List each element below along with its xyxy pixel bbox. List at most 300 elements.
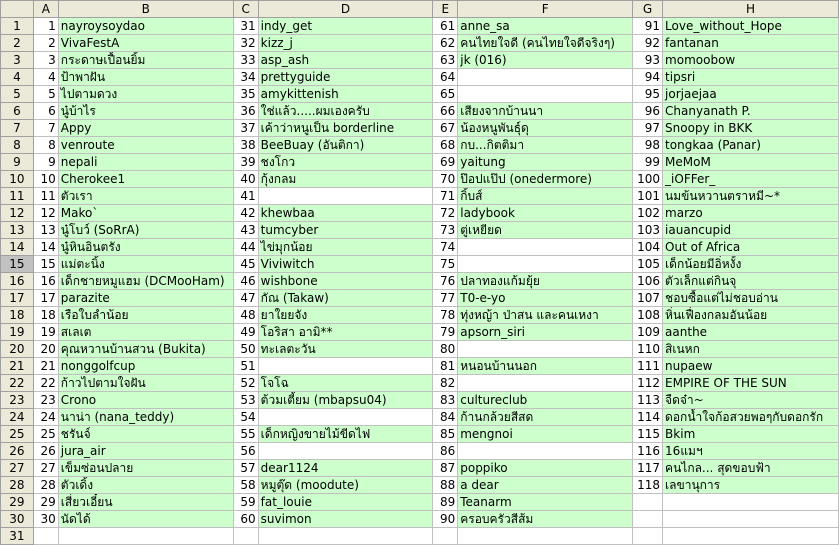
name-cell[interactable]: ladybook [458,205,633,222]
name-cell[interactable]: ทะเลตะวัน [258,341,433,358]
number-cell[interactable]: 105 [633,256,663,273]
name-cell[interactable]: ตู่เหยียด [458,222,633,239]
name-cell[interactable]: T0-e-yo [458,290,633,307]
name-cell[interactable]: marzo [663,205,839,222]
name-cell[interactable] [458,69,633,86]
column-header-g[interactable]: G [633,1,663,18]
row-header[interactable]: 22 [1,375,34,392]
number-cell[interactable]: 12 [33,205,58,222]
column-header-f[interactable]: F [458,1,633,18]
name-cell[interactable]: nupaew [663,358,839,375]
number-cell[interactable]: 111 [633,358,663,375]
number-cell[interactable]: 29 [33,494,58,511]
name-cell[interactable]: EMPIRE OF THE SUN [663,375,839,392]
number-cell[interactable]: 76 [433,273,458,290]
name-cell[interactable]: venroute [58,137,233,154]
name-cell[interactable]: kizz_j [258,35,433,52]
row-header[interactable]: 13 [1,222,34,239]
number-cell[interactable] [633,511,663,528]
number-cell[interactable]: 87 [433,460,458,477]
table-row [1,358,839,375]
name-cell[interactable]: Mako` [58,205,233,222]
number-cell[interactable]: 2 [33,35,58,52]
number-cell[interactable]: 97 [633,120,663,137]
number-cell[interactable]: 77 [433,290,458,307]
name-cell[interactable]: suvimon [258,511,433,528]
name-cell[interactable] [58,528,233,545]
name-cell[interactable]: เด็กหญิงขายไม้ขีดไฟ [258,426,433,443]
name-cell[interactable]: ไข่มุกน้อย [258,239,433,256]
name-cell[interactable]: indy_get [258,18,433,35]
number-cell[interactable]: 59 [233,494,258,511]
name-cell[interactable] [458,375,633,392]
table-row [1,375,839,392]
number-cell[interactable]: 13 [33,222,58,239]
name-cell[interactable]: คุณหวานบ้านสวน (Bukita) [58,341,233,358]
number-cell[interactable]: 40 [233,171,258,188]
number-cell[interactable]: 92 [633,35,663,52]
number-cell[interactable]: 15 [33,256,58,273]
row-header[interactable]: 27 [1,460,34,477]
name-cell[interactable]: เด็กน้อยมีอิ่หงั้ง [663,256,839,273]
name-cell[interactable] [458,528,633,545]
number-cell[interactable]: 115 [633,426,663,443]
number-cell[interactable]: 94 [633,69,663,86]
grid-body [1,18,839,545]
name-cell[interactable]: apsorn_siri [458,324,633,341]
row-header[interactable]: 29 [1,494,34,511]
number-cell[interactable]: 102 [633,205,663,222]
number-cell[interactable]: 31 [233,18,258,35]
name-cell[interactable]: BeeBuay (อันติกา) [258,137,433,154]
name-cell[interactable] [258,528,433,545]
number-cell[interactable]: 72 [433,205,458,222]
column-header-row [1,1,839,18]
name-cell[interactable]: parazite [58,290,233,307]
row-header[interactable]: 5 [1,86,34,103]
number-cell[interactable]: 23 [33,392,58,409]
number-cell[interactable]: 5 [33,86,58,103]
name-cell[interactable]: mengnoi [458,426,633,443]
row-header[interactable]: 14 [1,239,34,256]
name-cell[interactable]: 16แมฯ [663,443,839,460]
name-cell[interactable]: ป๊อปแป๊ป (onedermore) [458,171,633,188]
number-cell[interactable]: 30 [33,511,58,528]
name-cell[interactable]: เสี่ยวเอี๋ยน [58,494,233,511]
row-header[interactable]: 3 [1,52,34,69]
name-cell[interactable]: นมข้นหวานตราหมี~* [663,188,839,205]
number-cell[interactable]: 80 [433,341,458,358]
number-cell[interactable]: 71 [433,188,458,205]
name-cell[interactable]: iauancupid [663,222,839,239]
number-cell[interactable]: 48 [233,307,258,324]
table-row [1,103,839,120]
name-cell[interactable]: dear1124 [258,460,433,477]
number-cell[interactable]: 49 [233,324,258,341]
name-cell[interactable]: Viviwitch [258,256,433,273]
column-header-d[interactable]: D [258,1,433,18]
name-cell[interactable] [458,239,633,256]
number-cell[interactable]: 28 [33,477,58,494]
row-header[interactable]: 8 [1,137,34,154]
table-row [1,494,839,511]
name-cell[interactable]: poppiko [458,460,633,477]
number-cell[interactable]: 39 [233,154,258,171]
number-cell[interactable]: 110 [633,341,663,358]
number-cell[interactable]: 20 [33,341,58,358]
name-cell[interactable]: โอริสา อามิ** [258,324,433,341]
number-cell[interactable]: 66 [433,103,458,120]
name-cell[interactable]: khewbaa [258,205,433,222]
number-cell[interactable]: 62 [433,35,458,52]
name-cell[interactable] [663,511,839,528]
row-header[interactable]: 4 [1,69,34,86]
name-cell[interactable]: ไปตามดวง [58,86,233,103]
number-cell[interactable]: 91 [633,18,663,35]
name-cell[interactable]: nepali [58,154,233,171]
number-cell[interactable]: 46 [233,273,258,290]
name-cell[interactable]: นู๋หินอินตรัง [58,239,233,256]
table-row [1,256,839,273]
name-cell[interactable]: ดอกน้ำใจก้อสวยพอๆกับดอกรัก [663,409,839,426]
name-cell[interactable]: asp_ash [258,52,433,69]
name-cell[interactable]: น้องหนูพันธุ์ดุ [458,120,633,137]
number-cell[interactable]: 73 [433,222,458,239]
number-cell[interactable]: 69 [433,154,458,171]
name-cell[interactable]: ตัวเรา [58,188,233,205]
number-cell[interactable]: 60 [233,511,258,528]
number-cell[interactable]: 50 [233,341,258,358]
number-cell[interactable]: 100 [633,171,663,188]
number-cell[interactable]: 11 [33,188,58,205]
name-cell[interactable]: Out of Africa [663,239,839,256]
name-cell[interactable]: เรือใบลำน้อย [58,307,233,324]
row-header[interactable]: 20 [1,341,34,358]
number-cell[interactable]: 86 [433,443,458,460]
select-all-corner[interactable] [1,1,34,18]
number-cell[interactable]: 96 [633,103,663,120]
number-cell[interactable]: 25 [33,426,58,443]
number-cell[interactable]: 82 [433,375,458,392]
name-cell[interactable]: กบ...กิตติมา [458,137,633,154]
number-cell[interactable]: 16 [33,273,58,290]
name-cell[interactable]: นาน่า (nana_teddy) [58,409,233,426]
name-cell[interactable] [258,443,433,460]
number-cell[interactable]: 54 [233,409,258,426]
row-header[interactable]: 24 [1,409,34,426]
row-header[interactable]: 26 [1,443,34,460]
row-header[interactable]: 12 [1,205,34,222]
name-cell[interactable]: ทุ่งหญ้า ป่าสน และคนเหงา [458,307,633,324]
row-header[interactable]: 2 [1,35,34,52]
name-cell[interactable]: สเลเต [58,324,233,341]
number-cell[interactable]: 106 [633,273,663,290]
number-cell[interactable]: 81 [433,358,458,375]
number-cell[interactable]: 4 [33,69,58,86]
number-cell[interactable]: 93 [633,52,663,69]
name-cell[interactable]: คนไกล... สุดขอบฟ้า [663,460,839,477]
number-cell[interactable]: 75 [433,256,458,273]
name-cell[interactable]: momoobow [663,52,839,69]
column-header-b[interactable]: B [58,1,233,18]
name-cell[interactable]: aanthe [663,324,839,341]
number-cell[interactable]: 14 [33,239,58,256]
number-cell[interactable]: 44 [233,239,258,256]
row-header[interactable]: 31 [1,528,34,545]
row-header[interactable]: 6 [1,103,34,120]
number-cell[interactable]: 41 [233,188,258,205]
number-cell[interactable]: 101 [633,188,663,205]
number-cell[interactable]: 65 [433,86,458,103]
number-cell[interactable]: 19 [33,324,58,341]
name-cell[interactable]: เด็กชายหมูแฮม (DCMooHam) [58,273,233,290]
name-cell[interactable]: VivaFestA [58,35,233,52]
number-cell[interactable]: 95 [633,86,663,103]
row-header[interactable]: 28 [1,477,34,494]
name-cell[interactable] [458,86,633,103]
name-cell[interactable]: anne_sa [458,18,633,35]
name-cell[interactable]: หิ่นเฟื่องกลมอันน้อย [663,307,839,324]
name-cell[interactable] [663,528,839,545]
number-cell[interactable]: 88 [433,477,458,494]
number-cell[interactable]: 99 [633,154,663,171]
name-cell[interactable]: เลขานุการ [663,477,839,494]
number-cell[interactable]: 47 [233,290,258,307]
name-cell[interactable]: Chanyanath P. [663,103,839,120]
number-cell[interactable] [633,494,663,511]
name-cell[interactable]: เสียงจากบ้านนา [458,103,633,120]
number-cell[interactable]: 7 [33,120,58,137]
number-cell[interactable]: 51 [233,358,258,375]
number-cell[interactable]: 56 [233,443,258,460]
name-cell[interactable]: ใช่แล้ว.....ผมเองครับ [258,103,433,120]
number-cell[interactable]: 35 [233,86,258,103]
number-cell[interactable]: 21 [33,358,58,375]
number-cell[interactable]: 108 [633,307,663,324]
name-cell[interactable]: nayroysoydao [58,18,233,35]
number-cell[interactable]: 18 [33,307,58,324]
number-cell[interactable]: 38 [233,137,258,154]
name-cell[interactable]: กัณ (Takaw) [258,290,433,307]
row-header[interactable]: 19 [1,324,34,341]
number-cell[interactable]: 90 [433,511,458,528]
number-cell[interactable]: 1 [33,18,58,35]
name-cell[interactable] [258,358,433,375]
row-header[interactable]: 25 [1,426,34,443]
name-cell[interactable] [258,188,433,205]
name-cell[interactable]: ตัวเดิ้ง [58,477,233,494]
number-cell[interactable]: 67 [433,120,458,137]
number-cell[interactable]: 57 [233,460,258,477]
number-cell[interactable]: 114 [633,409,663,426]
number-cell[interactable] [33,528,58,545]
row-header[interactable]: 23 [1,392,34,409]
number-cell[interactable]: 74 [433,239,458,256]
name-cell[interactable]: หนอนบ้านนอก [458,358,633,375]
row-header[interactable]: 11 [1,188,34,205]
table-row [1,426,839,443]
row-header[interactable]: 17 [1,290,34,307]
number-cell[interactable]: 61 [433,18,458,35]
name-cell[interactable] [258,409,433,426]
number-cell[interactable]: 70 [433,171,458,188]
name-cell[interactable]: tipsri [663,69,839,86]
row-header[interactable]: 7 [1,120,34,137]
name-cell[interactable]: Teanarm [458,494,633,511]
number-cell[interactable]: 118 [633,477,663,494]
number-cell[interactable]: 10 [33,171,58,188]
number-cell[interactable]: 109 [633,324,663,341]
name-cell[interactable]: ก้านกล้วยสีสด [458,409,633,426]
name-cell[interactable]: nonggolfcup [58,358,233,375]
name-cell[interactable]: jk (016) [458,52,633,69]
name-cell[interactable]: jura_air [58,443,233,460]
number-cell[interactable]: 24 [33,409,58,426]
number-cell[interactable]: 63 [433,52,458,69]
name-cell[interactable]: fat_louie [258,494,433,511]
name-cell[interactable]: ชอบซื้อแต่ไม่ชอบอ่าน [663,290,839,307]
number-cell[interactable]: 32 [233,35,258,52]
name-cell[interactable]: ก้าวไปตามใจฝัน [58,375,233,392]
name-cell[interactable] [663,494,839,511]
name-cell[interactable]: ชรันจ์ [58,426,233,443]
name-cell[interactable] [458,256,633,273]
number-cell[interactable]: 104 [633,239,663,256]
number-cell[interactable]: 8 [33,137,58,154]
name-cell[interactable]: ชงโกว [258,154,433,171]
name-cell[interactable]: จืดจ๋า~ [663,392,839,409]
table-row [1,18,839,35]
name-cell[interactable]: tumcyber [258,222,433,239]
name-cell[interactable]: Appy [58,120,233,137]
number-cell[interactable]: 37 [233,120,258,137]
name-cell[interactable]: Bkim [663,426,839,443]
number-cell[interactable]: 89 [433,494,458,511]
name-cell[interactable]: cultureclub [458,392,633,409]
number-cell[interactable]: 42 [233,205,258,222]
number-cell[interactable]: 78 [433,307,458,324]
row-header[interactable]: 15 [1,256,34,273]
name-cell[interactable]: ปลาทองแก้มยุ้ย [458,273,633,290]
name-cell[interactable] [458,443,633,460]
number-cell[interactable]: 36 [233,103,258,120]
name-cell[interactable]: โจโฉ [258,375,433,392]
row-header[interactable]: 16 [1,273,34,290]
name-cell[interactable]: amykittenish [258,86,433,103]
number-cell[interactable]: 55 [233,426,258,443]
row-header[interactable]: 10 [1,171,34,188]
column-header-a[interactable]: A [33,1,58,18]
number-cell[interactable]: 79 [433,324,458,341]
name-cell[interactable]: คนไทยใจดี (คนไทยใจดีจริงๆ) [458,35,633,52]
name-cell[interactable]: นู๋โบว์ (SoRrA) [58,222,233,239]
number-cell[interactable]: 26 [33,443,58,460]
name-cell[interactable]: jorjaejaa [663,86,839,103]
row-header[interactable]: 18 [1,307,34,324]
name-cell[interactable]: tongkaa (Panar) [663,137,839,154]
name-cell[interactable]: Cherokee1 [58,171,233,188]
name-cell[interactable]: wishbone [258,273,433,290]
name-cell[interactable]: _iOFFer_ [663,171,839,188]
row-header[interactable]: 21 [1,358,34,375]
name-cell[interactable] [458,341,633,358]
number-cell[interactable]: 85 [433,426,458,443]
column-header-h[interactable]: H [663,1,839,18]
number-cell[interactable]: 116 [633,443,663,460]
name-cell[interactable]: กิ้บส์ [458,188,633,205]
name-cell[interactable]: กระดาษเปื้อนยิ้ม [58,52,233,69]
number-cell[interactable]: 83 [433,392,458,409]
row-header[interactable]: 1 [1,18,34,35]
number-cell[interactable]: 113 [633,392,663,409]
row-header[interactable]: 30 [1,511,34,528]
number-cell[interactable]: 68 [433,137,458,154]
number-cell[interactable]: 17 [33,290,58,307]
number-cell[interactable]: 53 [233,392,258,409]
row-header[interactable]: 9 [1,154,34,171]
name-cell[interactable]: Love_without_Hope [663,18,839,35]
number-cell[interactable] [633,528,663,545]
number-cell[interactable] [433,528,458,545]
name-cell[interactable]: เข็มซ่อนปลาย [58,460,233,477]
name-cell[interactable]: แม่ตะนิ้ง [58,256,233,273]
name-cell[interactable]: a dear [458,477,633,494]
table-row [1,290,839,307]
number-cell[interactable]: 117 [633,460,663,477]
number-cell[interactable]: 6 [33,103,58,120]
number-cell[interactable]: 64 [433,69,458,86]
number-cell[interactable]: 43 [233,222,258,239]
number-cell[interactable]: 33 [233,52,258,69]
name-cell[interactable]: นัดได้ [58,511,233,528]
name-cell[interactable]: เค้าว่าหนูเป็น borderline [258,120,433,137]
table-row [1,222,839,239]
name-cell[interactable]: Crono [58,392,233,409]
number-cell[interactable]: 84 [433,409,458,426]
name-cell[interactable]: หมูตุ๊ด (moodute) [258,477,433,494]
name-cell[interactable]: ต้วมเตี้ยม (mbapsu04) [258,392,433,409]
table-row [1,188,839,205]
name-cell[interactable]: MeMoM [663,154,839,171]
number-cell[interactable]: 27 [33,460,58,477]
number-cell[interactable]: 45 [233,256,258,273]
name-cell[interactable]: ครอบครัวสีส้ม [458,511,633,528]
number-cell[interactable]: 52 [233,375,258,392]
column-header-c[interactable]: C [233,1,258,18]
number-cell[interactable]: 58 [233,477,258,494]
number-cell[interactable]: 9 [33,154,58,171]
name-cell[interactable]: ป้าพาฝัน [58,69,233,86]
number-cell[interactable]: 112 [633,375,663,392]
name-cell[interactable]: นู๋บ้าไร [58,103,233,120]
column-header-e[interactable]: E [433,1,458,18]
number-cell[interactable] [233,528,258,545]
name-cell[interactable]: ยาใยยจัง [258,307,433,324]
name-cell[interactable]: fantanan [663,35,839,52]
name-cell[interactable]: สิเนหก [663,341,839,358]
number-cell[interactable]: 107 [633,290,663,307]
number-cell[interactable]: 3 [33,52,58,69]
name-cell[interactable]: Snoopy in BKK [663,120,839,137]
number-cell[interactable]: 98 [633,137,663,154]
number-cell[interactable]: 22 [33,375,58,392]
name-cell[interactable]: prettyguide [258,69,433,86]
name-cell[interactable]: ตัวเล็กแต่กินจุ [663,273,839,290]
name-cell[interactable]: yaitung [458,154,633,171]
name-cell[interactable]: กุ้งกลม [258,171,433,188]
number-cell[interactable]: 103 [633,222,663,239]
number-cell[interactable]: 34 [233,69,258,86]
